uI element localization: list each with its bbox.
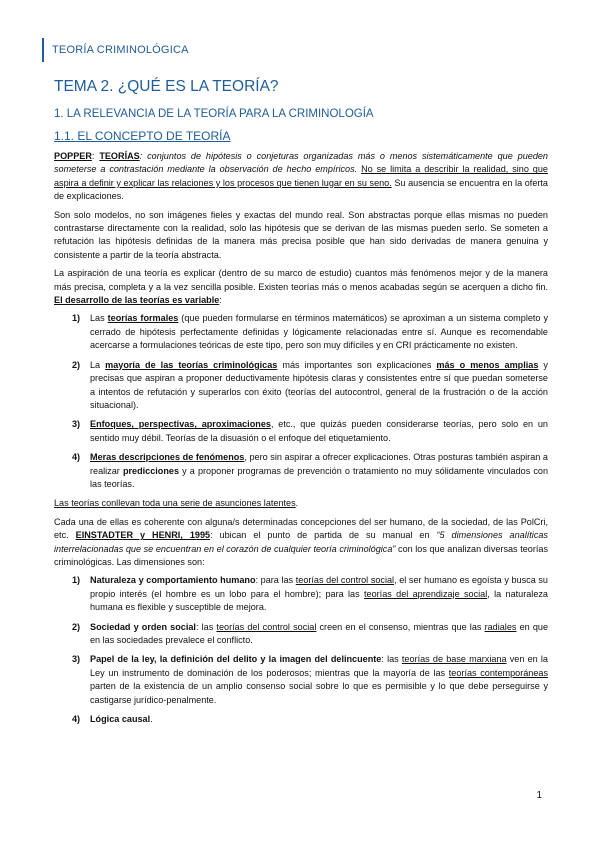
- paragraph-aspiration: [54, 267, 548, 307]
- paragraph-popper: [54, 150, 548, 204]
- document-body: [54, 76, 548, 732]
- popper-rest: Su ausencia se encuentra en la oferta de explicaciones.: [54, 177, 548, 202]
- paragraph-assumptions: [54, 497, 548, 510]
- item-key-term: Enfoques, perspectivas, aproximaciones: [90, 419, 271, 430]
- item-underlined: teorías del control social: [295, 575, 395, 586]
- dimensions-list: [54, 574, 548, 726]
- item-key-term: mayoría de las teorías criminológicas: [105, 359, 278, 370]
- popper-label: POPPER: [54, 151, 92, 161]
- item-underlined: teorías de base marxiana: [401, 654, 507, 665]
- list-number: 4): [72, 452, 81, 463]
- item-key-term: Meras descripciones de fenómenos: [90, 452, 245, 463]
- citation: EINSTADTER y HENRI, 1995: [75, 530, 211, 541]
- item-key-term: predicciones: [122, 465, 180, 476]
- popper-colon: :: [91, 151, 100, 161]
- item-key-term: Naturaleza y comportamiento humano: [90, 575, 256, 586]
- dimensions-text: : ubican el punto de partida de su manual en: [210, 530, 437, 541]
- item-key-term: Sociedad y orden social: [90, 621, 196, 632]
- list-number: 1): [72, 313, 81, 324]
- list-item: [54, 653, 548, 707]
- list-item: [54, 713, 548, 726]
- paragraph-models: Son solo modelos, no son imágenes fieles y exactas del mundo real. Son abstractas porque ellas mismas no pueden contrastarse directamente con la realidad, solo las hipótesis que se derivan de las mismas pueden serlo. Se someten a refutación las hipótesis definidas de la manera más precisa posible que han sido derivadas de manera genuina y consistente a partir de la teoría abstracta.: [54, 209, 548, 260]
- list-number: 2): [72, 621, 81, 632]
- item-underlined: teorías contemporáneas: [448, 667, 548, 678]
- header-accent-bar: [42, 38, 44, 62]
- item-key-term: más o menos amplias: [436, 359, 539, 370]
- aspiration-bold: El desarrollo de las teorías es variable: [54, 295, 220, 306]
- item-text: y a proponer programas de prevención o tratamiento no muy sólidamente vinculados con las teorías.: [90, 465, 549, 489]
- item-text: Las: [90, 313, 108, 324]
- list-number: 3): [72, 419, 81, 430]
- item-text: creen en el consenso, mientras que las: [316, 621, 485, 632]
- popper-underlined: No se limita a describir la realidad, sino que aspira a definir y explicar las relaciones y los procesos que tienen lugar en su seno.: [54, 164, 548, 188]
- item-text: más importantes son explicaciones: [277, 359, 437, 370]
- assumptions-end: .: [295, 498, 299, 509]
- item-text: , el ser humano es egoísta y busca su propio interés (el hombre es un lobo para el hombre); para las: [90, 575, 548, 599]
- item-text: en que en las sociedades prevalece el conflicto.: [90, 621, 549, 645]
- list-item: [54, 312, 548, 352]
- list-item: [54, 574, 548, 614]
- item-underlined: teorías del aprendizaje social: [364, 588, 488, 599]
- item-text: , etc., que quizás pueden considerarse teorías, pero solo en un sentido muy débil. Teorías de la disuasión o el enfoque del etiquetamiento.: [90, 419, 548, 443]
- item-text: : para las: [255, 575, 296, 586]
- popper-definition: : conjuntos de hipótesis o conjeturas organizadas más o menos sistemáticamente que pueden someterse a contrastación mediante la observación de hecho empíricos.: [54, 151, 548, 175]
- item-key-term: teorías formales: [107, 313, 179, 324]
- list-number: 4): [72, 714, 81, 725]
- teorias-label: TEORÍAS: [99, 151, 140, 161]
- subsection-title: 1.1. EL CONCEPTO DE TEORÍA: [54, 129, 231, 143]
- theory-development-list: [54, 312, 548, 491]
- aspiration-end: :: [219, 295, 222, 306]
- item-text: : las: [195, 621, 217, 632]
- dimensions-text: con los que analizan diversas teorías criminológicas. Las dimensiones son:: [54, 543, 548, 567]
- item-text: : las: [381, 654, 402, 665]
- item-text: , la naturaleza humana es flexible y susceptible de mejora.: [90, 588, 548, 613]
- list-item: [54, 621, 548, 648]
- item-underlined: radiales: [484, 621, 517, 632]
- assumptions-text: Las teorías conllevan toda una serie de asunciones latentes: [54, 498, 296, 509]
- item-text: , pero sin aspirar a ofrecer explicaciones. Otras posturas también aspiran a realizar: [90, 452, 548, 476]
- item-text: y precisas que aspiran a proponer deductivamente hipótesis claras y consistentes entre sí que puedan someterse a intentos de refutación y superarlos con éxito (teorías del autocontrol, general de la frustración o de la acción situacional).: [90, 359, 548, 410]
- list-number: 2): [72, 359, 81, 370]
- chapter-title: TEMA 2. ¿QUÉ ES LA TEORÍA?: [54, 78, 279, 95]
- item-text: (que pueden formularse en términos matemáticos) se aproximan a un sistema completo y cerrado de hipótesis perfectamente definidas y lógicamente relacionadas entre sí. Aunque es recomendable acercarse a formulaciones teóricas de este tipo, pero son muy difíciles y en CRI prácticamente no existen.: [90, 313, 548, 351]
- list-number: 3): [72, 654, 81, 665]
- item-text: .: [150, 714, 153, 725]
- list-number: 1): [72, 575, 81, 586]
- section-title: 1. LA RELEVANCIA DE LA TEORÍA PARA LA CRIMINOLOGÍA: [54, 108, 374, 120]
- paragraph-dimensions: [54, 516, 548, 570]
- item-text: La: [90, 359, 106, 370]
- item-text: ven en la Ley un instrumento de dominación de los poderosos; mientras que la mayoría de las: [90, 654, 548, 678]
- page-number: 1: [536, 790, 542, 801]
- item-key-term: Papel de la ley, la definición del delito y la imagen del delincuente: [90, 654, 382, 665]
- list-item: [54, 451, 548, 491]
- dimensions-text: Cada una de ellas es coherente con alguna/s determinadas concepciones del ser humano, de la sociedad, de las PolCri, etc.: [54, 516, 548, 541]
- header-title: TEORÍA CRIMINOLÓGICA: [52, 44, 189, 56]
- item-key-term: Lógica causal: [90, 714, 151, 725]
- list-item: [54, 418, 548, 445]
- list-item: [54, 359, 548, 413]
- aspiration-text: La aspiración de una teoría es explicar (dentro de su marco de estudio) cuantos más fenómenos mejor y de la manera más precisa, completa y a la vez sencilla posible. Existen teorías más o menos acabadas según se acerquen a dicho fin.: [54, 268, 548, 292]
- item-text: parten de la existencia de un amplio consenso social sobre lo que es permisible y lo que debe perseguirse y castigarse jurídico-penalmente.: [90, 681, 548, 705]
- item-underlined: teorías del control social: [216, 621, 317, 632]
- quote: “5 dimensiones analíticas interrelacionadas que se encuentran en el corazón de cualquier teoría criminológica”: [54, 530, 548, 554]
